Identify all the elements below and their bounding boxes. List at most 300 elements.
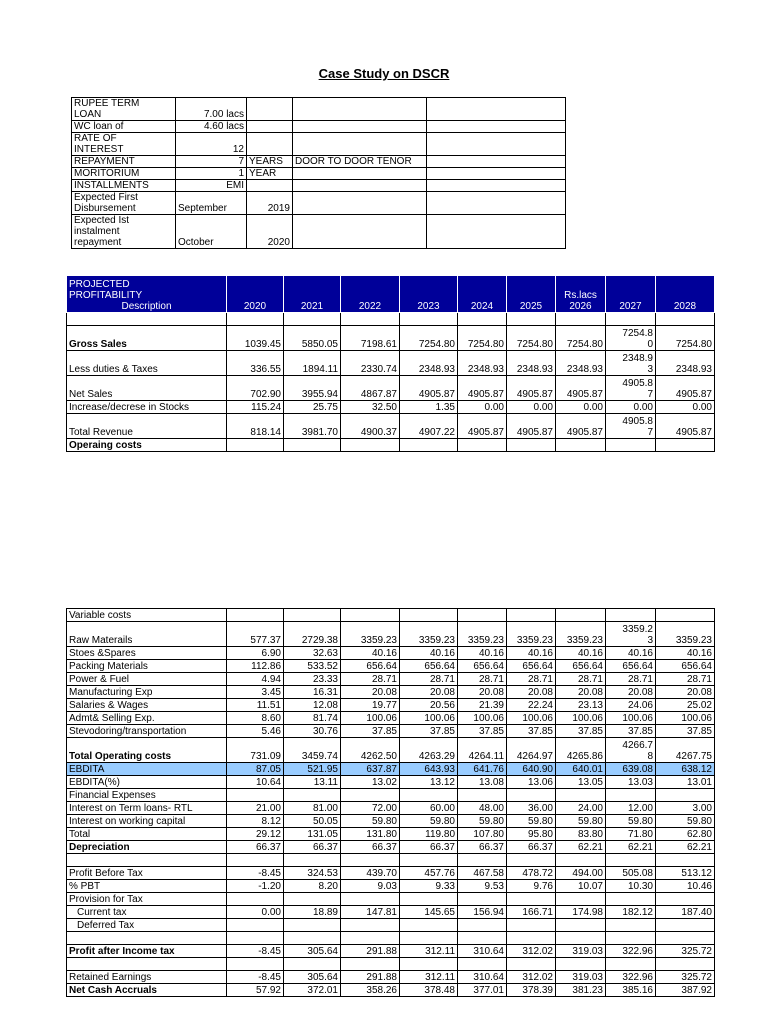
row-value: 13.12 <box>400 776 458 789</box>
row-value: 60.00 <box>400 802 458 815</box>
row-value: 66.37 <box>400 841 458 854</box>
loan-term-unit <box>247 180 293 192</box>
row-value: 521.95 <box>284 763 341 776</box>
row-label: Interest on Term loans- RTL <box>67 802 227 815</box>
row-value <box>458 958 507 971</box>
row-label: Less duties & Taxes <box>67 351 227 376</box>
row-value: 28.71 <box>400 673 458 686</box>
row-value: 319.03 <box>556 945 606 958</box>
row-value: 3955.94 <box>284 376 341 401</box>
row-value: 4905.87 <box>458 414 507 439</box>
row-value: 7254.80 <box>507 326 556 351</box>
loan-term-row <box>72 168 566 180</box>
loan-term-label <box>72 192 176 215</box>
row-value: 7198.61 <box>341 326 400 351</box>
row-value <box>556 932 606 945</box>
row-label: % PBT <box>67 880 227 893</box>
loan-term-label-line: LOAN <box>74 109 102 120</box>
loan-term-label-line: Disbursement <box>74 203 136 214</box>
row-value <box>556 789 606 802</box>
row-value: 59.80 <box>458 815 507 828</box>
row-value: 291.88 <box>341 971 400 984</box>
row-value: 83.80 <box>556 828 606 841</box>
row-value: 25.02 <box>656 699 715 712</box>
table-row <box>67 971 715 984</box>
row-value: 12.08 <box>284 699 341 712</box>
row-value: 4905.8 7 <box>606 414 656 439</box>
row-value: 100.06 <box>341 712 400 725</box>
loan-term-unit: 2020 <box>247 215 293 249</box>
row-value: 5.46 <box>227 725 284 738</box>
row-label: Profit after Income tax <box>67 945 227 958</box>
table-row <box>67 893 715 906</box>
row-value: 467.58 <box>458 867 507 880</box>
row-value <box>606 919 656 932</box>
table-row <box>67 647 715 660</box>
row-value <box>341 893 400 906</box>
row-value <box>606 958 656 971</box>
row-value: 37.85 <box>458 725 507 738</box>
row-label: Net Cash Accruals <box>67 984 227 997</box>
header-year <box>556 276 606 313</box>
row-value: 29.12 <box>227 828 284 841</box>
row-value: 7254.80 <box>458 326 507 351</box>
row-value: 10.07 <box>556 880 606 893</box>
row-value: 100.06 <box>400 712 458 725</box>
row-label: Manufacturing Exp <box>67 686 227 699</box>
header-description <box>67 276 227 313</box>
table-row <box>67 932 715 945</box>
row-value: 2330.74 <box>341 351 400 376</box>
loan-term-note <box>293 121 427 133</box>
row-value: 457.76 <box>400 867 458 880</box>
row-value: 656.64 <box>458 660 507 673</box>
row-value: 28.71 <box>556 673 606 686</box>
row-value: 20.56 <box>400 699 458 712</box>
table-row <box>67 828 715 841</box>
row-value <box>458 932 507 945</box>
row-value: 2348.93 <box>656 351 715 376</box>
header-description-label: Description <box>121 301 172 312</box>
loan-term-label-line: instalment <box>74 226 120 237</box>
row-label: Total Revenue <box>67 414 227 439</box>
row-value: 0.00 <box>507 401 556 414</box>
row-value: 50.05 <box>284 815 341 828</box>
loan-term-note <box>293 215 427 249</box>
row-value: 32.50 <box>341 401 400 414</box>
row-value <box>227 789 284 802</box>
row-value: 8.20 <box>284 880 341 893</box>
row-value: 62.21 <box>656 841 715 854</box>
row-value: 656.64 <box>606 660 656 673</box>
row-value: 4265.86 <box>556 738 606 763</box>
row-value: 638.12 <box>656 763 715 776</box>
row-value: 23.13 <box>556 699 606 712</box>
loan-term-label-line: REPAYMENT <box>74 156 135 167</box>
row-value: 100.06 <box>556 712 606 725</box>
row-value <box>656 932 715 945</box>
table-row <box>67 776 715 789</box>
row-value: 358.26 <box>341 984 400 997</box>
row-value: 28.71 <box>341 673 400 686</box>
row-value: 656.64 <box>341 660 400 673</box>
table-row <box>67 699 715 712</box>
row-value <box>656 919 715 932</box>
row-value <box>656 439 715 452</box>
row-value: 9.76 <box>507 880 556 893</box>
row-value: 24.06 <box>606 699 656 712</box>
row-value <box>556 958 606 971</box>
row-value <box>341 609 400 622</box>
row-value: 115.24 <box>227 401 284 414</box>
row-label: Total <box>67 828 227 841</box>
row-label <box>67 958 227 971</box>
row-label: Net Sales <box>67 376 227 401</box>
row-value: 3981.70 <box>284 414 341 439</box>
row-value: 100.06 <box>507 712 556 725</box>
row-value: 1894.11 <box>284 351 341 376</box>
table-row <box>67 326 715 351</box>
row-label: Current tax <box>67 906 227 919</box>
row-value <box>556 854 606 867</box>
row-value <box>606 893 656 906</box>
loan-term-label-line: INTEREST <box>74 144 124 155</box>
loan-term-unit <box>247 133 293 156</box>
row-value <box>556 439 606 452</box>
loan-term-label <box>72 168 176 180</box>
row-value <box>656 609 715 622</box>
loan-term-label-line: RUPEE TERM <box>74 98 140 109</box>
row-value: 3359.23 <box>400 622 458 647</box>
row-value: 20.08 <box>507 686 556 699</box>
row-value: 494.00 <box>556 867 606 880</box>
row-value: 378.48 <box>400 984 458 997</box>
row-label: Salaries & Wages <box>67 699 227 712</box>
row-value <box>458 609 507 622</box>
row-value: 336.55 <box>227 351 284 376</box>
row-value: 639.08 <box>606 763 656 776</box>
row-value: 291.88 <box>341 945 400 958</box>
header-year: 2024 <box>458 276 507 313</box>
row-value: 1039.45 <box>227 326 284 351</box>
row-value: 100.06 <box>656 712 715 725</box>
row-value: 66.37 <box>507 841 556 854</box>
row-value <box>656 789 715 802</box>
row-value: 37.85 <box>341 725 400 738</box>
row-value: 20.08 <box>458 686 507 699</box>
row-label: Financial Expenses <box>67 789 227 802</box>
row-value: 66.37 <box>341 841 400 854</box>
row-value: 305.64 <box>284 945 341 958</box>
row-value: 28.71 <box>507 673 556 686</box>
row-value: 4905.87 <box>507 414 556 439</box>
table-row <box>67 609 715 622</box>
row-value: 637.87 <box>341 763 400 776</box>
loan-term-label-line: RATE OF <box>74 133 117 144</box>
row-value <box>507 609 556 622</box>
table-row <box>67 439 715 452</box>
table-row <box>67 351 715 376</box>
row-value: 6.90 <box>227 647 284 660</box>
row-value: 28.71 <box>656 673 715 686</box>
loan-term-label-line: Expected First <box>74 192 138 203</box>
row-value: 505.08 <box>606 867 656 880</box>
row-value: 2348.93 <box>458 351 507 376</box>
row-value: 87.05 <box>227 763 284 776</box>
row-value: 59.80 <box>606 815 656 828</box>
row-value: 37.85 <box>606 725 656 738</box>
row-value: 25.75 <box>284 401 341 414</box>
row-value <box>400 789 458 802</box>
row-value <box>341 958 400 971</box>
row-value <box>341 789 400 802</box>
row-value <box>606 789 656 802</box>
row-label: Packing Materials <box>67 660 227 673</box>
table-row <box>67 686 715 699</box>
row-value: 81.74 <box>284 712 341 725</box>
row-value: 66.37 <box>227 841 284 854</box>
row-value: 0.00 <box>556 401 606 414</box>
row-value: -8.45 <box>227 945 284 958</box>
row-label: Gross Sales <box>67 326 227 351</box>
row-value <box>507 919 556 932</box>
row-value: 322.96 <box>606 945 656 958</box>
row-value: 7254.80 <box>656 326 715 351</box>
row-value <box>656 854 715 867</box>
row-label: Raw Materails <box>67 622 227 647</box>
row-value: 100.06 <box>458 712 507 725</box>
header-year: 2021 <box>284 276 341 313</box>
row-value: 4263.29 <box>400 738 458 763</box>
row-value: 381.23 <box>556 984 606 997</box>
row-value: 59.80 <box>341 815 400 828</box>
row-value <box>606 932 656 945</box>
row-value: 319.03 <box>556 971 606 984</box>
loan-term-row <box>72 98 566 121</box>
table-row <box>67 673 715 686</box>
row-value: 20.08 <box>656 686 715 699</box>
loan-term-row <box>72 121 566 133</box>
table-row <box>67 401 715 414</box>
row-value: 7254.80 <box>400 326 458 351</box>
row-value: 7254.80 <box>556 326 606 351</box>
table-row <box>67 984 715 997</box>
row-value <box>656 893 715 906</box>
row-value: 439.70 <box>341 867 400 880</box>
row-value: 533.52 <box>284 660 341 673</box>
loan-term-value: EMI <box>176 180 247 192</box>
table-row <box>67 376 715 401</box>
row-value: 13.11 <box>284 776 341 789</box>
row-value: 66.37 <box>284 841 341 854</box>
row-value: 40.16 <box>606 647 656 660</box>
table-row <box>67 906 715 919</box>
row-value <box>606 439 656 452</box>
loan-term-empty <box>427 133 566 156</box>
row-label: Total Operating costs <box>67 738 227 763</box>
row-value: 4867.87 <box>341 376 400 401</box>
row-value: 21.00 <box>227 802 284 815</box>
table-row <box>67 880 715 893</box>
loan-term-unit <box>247 98 293 121</box>
table-row <box>67 958 715 971</box>
row-value: 21.39 <box>458 699 507 712</box>
row-value: 12.00 <box>606 802 656 815</box>
row-value <box>458 439 507 452</box>
row-label: Deferred Tax <box>67 919 227 932</box>
row-value <box>507 439 556 452</box>
row-label: Interest on working capital <box>67 815 227 828</box>
loan-term-empty <box>427 98 566 121</box>
row-label: Power & Fuel <box>67 673 227 686</box>
row-value: 643.93 <box>400 763 458 776</box>
table-row <box>67 660 715 673</box>
row-value: 112.86 <box>227 660 284 673</box>
row-value: 312.11 <box>400 971 458 984</box>
row-value: 100.06 <box>606 712 656 725</box>
row-value: 4905.8 7 <box>606 376 656 401</box>
loan-term-label <box>72 215 176 249</box>
loan-term-unit: 2019 <box>247 192 293 215</box>
header-year: 2028 <box>656 276 715 313</box>
row-label: Stoes &Spares <box>67 647 227 660</box>
table-row <box>67 802 715 815</box>
table-row <box>67 919 715 932</box>
row-value: 3359.2 3 <box>606 622 656 647</box>
row-value: 4267.75 <box>656 738 715 763</box>
row-value: 4905.87 <box>507 376 556 401</box>
row-value <box>656 958 715 971</box>
row-value <box>507 958 556 971</box>
row-value: 731.09 <box>227 738 284 763</box>
page-title: Case Study on DSCR <box>318 66 450 81</box>
loan-term-empty <box>427 121 566 133</box>
row-value <box>284 893 341 906</box>
loan-term-value: 7.00 lacs <box>176 98 247 121</box>
row-value: 66.37 <box>458 841 507 854</box>
loan-terms-table <box>71 97 566 249</box>
row-value: 37.85 <box>400 725 458 738</box>
row-value <box>284 439 341 452</box>
row-value: -8.45 <box>227 867 284 880</box>
row-value: 387.92 <box>656 984 715 997</box>
row-value: 28.71 <box>606 673 656 686</box>
row-value <box>507 932 556 945</box>
row-value <box>458 919 507 932</box>
row-value: 385.16 <box>606 984 656 997</box>
loan-term-note <box>293 168 427 180</box>
table-row <box>67 738 715 763</box>
row-value <box>341 439 400 452</box>
projected-profitability-table <box>66 275 715 452</box>
row-label: Retained Earnings <box>67 971 227 984</box>
row-value: 310.64 <box>458 971 507 984</box>
table-row <box>67 622 715 647</box>
row-value: 71.80 <box>606 828 656 841</box>
row-label <box>67 854 227 867</box>
loan-term-value: 1 <box>176 168 247 180</box>
row-label: EBDITA <box>67 763 227 776</box>
loan-term-row <box>72 133 566 156</box>
row-value <box>507 789 556 802</box>
row-value <box>284 958 341 971</box>
row-value: 4262.50 <box>341 738 400 763</box>
row-value: 147.81 <box>341 906 400 919</box>
row-value: 10.64 <box>227 776 284 789</box>
row-value: 372.01 <box>284 984 341 997</box>
row-value <box>400 893 458 906</box>
row-value <box>507 893 556 906</box>
row-value: 305.64 <box>284 971 341 984</box>
row-value: 18.89 <box>284 906 341 919</box>
row-value: 4905.87 <box>556 414 606 439</box>
loan-term-note <box>293 180 427 192</box>
row-value: 0.00 <box>606 401 656 414</box>
row-value: 3359.23 <box>458 622 507 647</box>
header-title-line-1: PROJECTED <box>69 279 130 290</box>
row-value: 4264.97 <box>507 738 556 763</box>
row-value: 107.80 <box>458 828 507 841</box>
loan-term-value: September <box>176 192 247 215</box>
row-value <box>227 932 284 945</box>
table-row <box>67 815 715 828</box>
row-value: 19.77 <box>341 699 400 712</box>
row-value <box>341 854 400 867</box>
row-value: 95.80 <box>507 828 556 841</box>
loan-term-value: 4.60 lacs <box>176 121 247 133</box>
row-value: 2348.93 <box>556 351 606 376</box>
row-value: 40.16 <box>400 647 458 660</box>
row-label: Increase/decrese in Stocks <box>67 401 227 414</box>
table-row <box>67 945 715 958</box>
row-value: 3359.23 <box>656 622 715 647</box>
loan-term-empty <box>427 215 566 249</box>
row-value: 656.64 <box>400 660 458 673</box>
row-value: 166.71 <box>507 906 556 919</box>
header-title-line-2: PROFITABILITY <box>69 290 143 301</box>
header-year: 2025 <box>507 276 556 313</box>
row-value: -1.20 <box>227 880 284 893</box>
row-value <box>606 609 656 622</box>
row-value: 10.30 <box>606 880 656 893</box>
row-value <box>458 789 507 802</box>
row-value: 640.90 <box>507 763 556 776</box>
row-value: 4905.87 <box>400 376 458 401</box>
row-label: Admt& Selling Exp. <box>67 712 227 725</box>
header-year: 2027 <box>606 276 656 313</box>
table-row <box>67 763 715 776</box>
row-value: 312.02 <box>507 945 556 958</box>
row-value: 377.01 <box>458 984 507 997</box>
row-value: 32.63 <box>284 647 341 660</box>
row-value: 37.85 <box>656 725 715 738</box>
row-value: 22.24 <box>507 699 556 712</box>
row-value: 16.31 <box>284 686 341 699</box>
row-value: 4.94 <box>227 673 284 686</box>
header-unit: Rs.lacs <box>564 290 597 301</box>
row-label: Depreciation <box>67 841 227 854</box>
row-label: Operaing costs <box>67 439 227 452</box>
row-value: 656.64 <box>656 660 715 673</box>
table-row <box>67 841 715 854</box>
row-value: 3359.23 <box>556 622 606 647</box>
row-value: 156.94 <box>458 906 507 919</box>
row-value: 57.92 <box>227 984 284 997</box>
row-value: 378.39 <box>507 984 556 997</box>
loan-term-note <box>293 133 427 156</box>
loan-term-empty <box>427 192 566 215</box>
row-value: 3359.23 <box>507 622 556 647</box>
